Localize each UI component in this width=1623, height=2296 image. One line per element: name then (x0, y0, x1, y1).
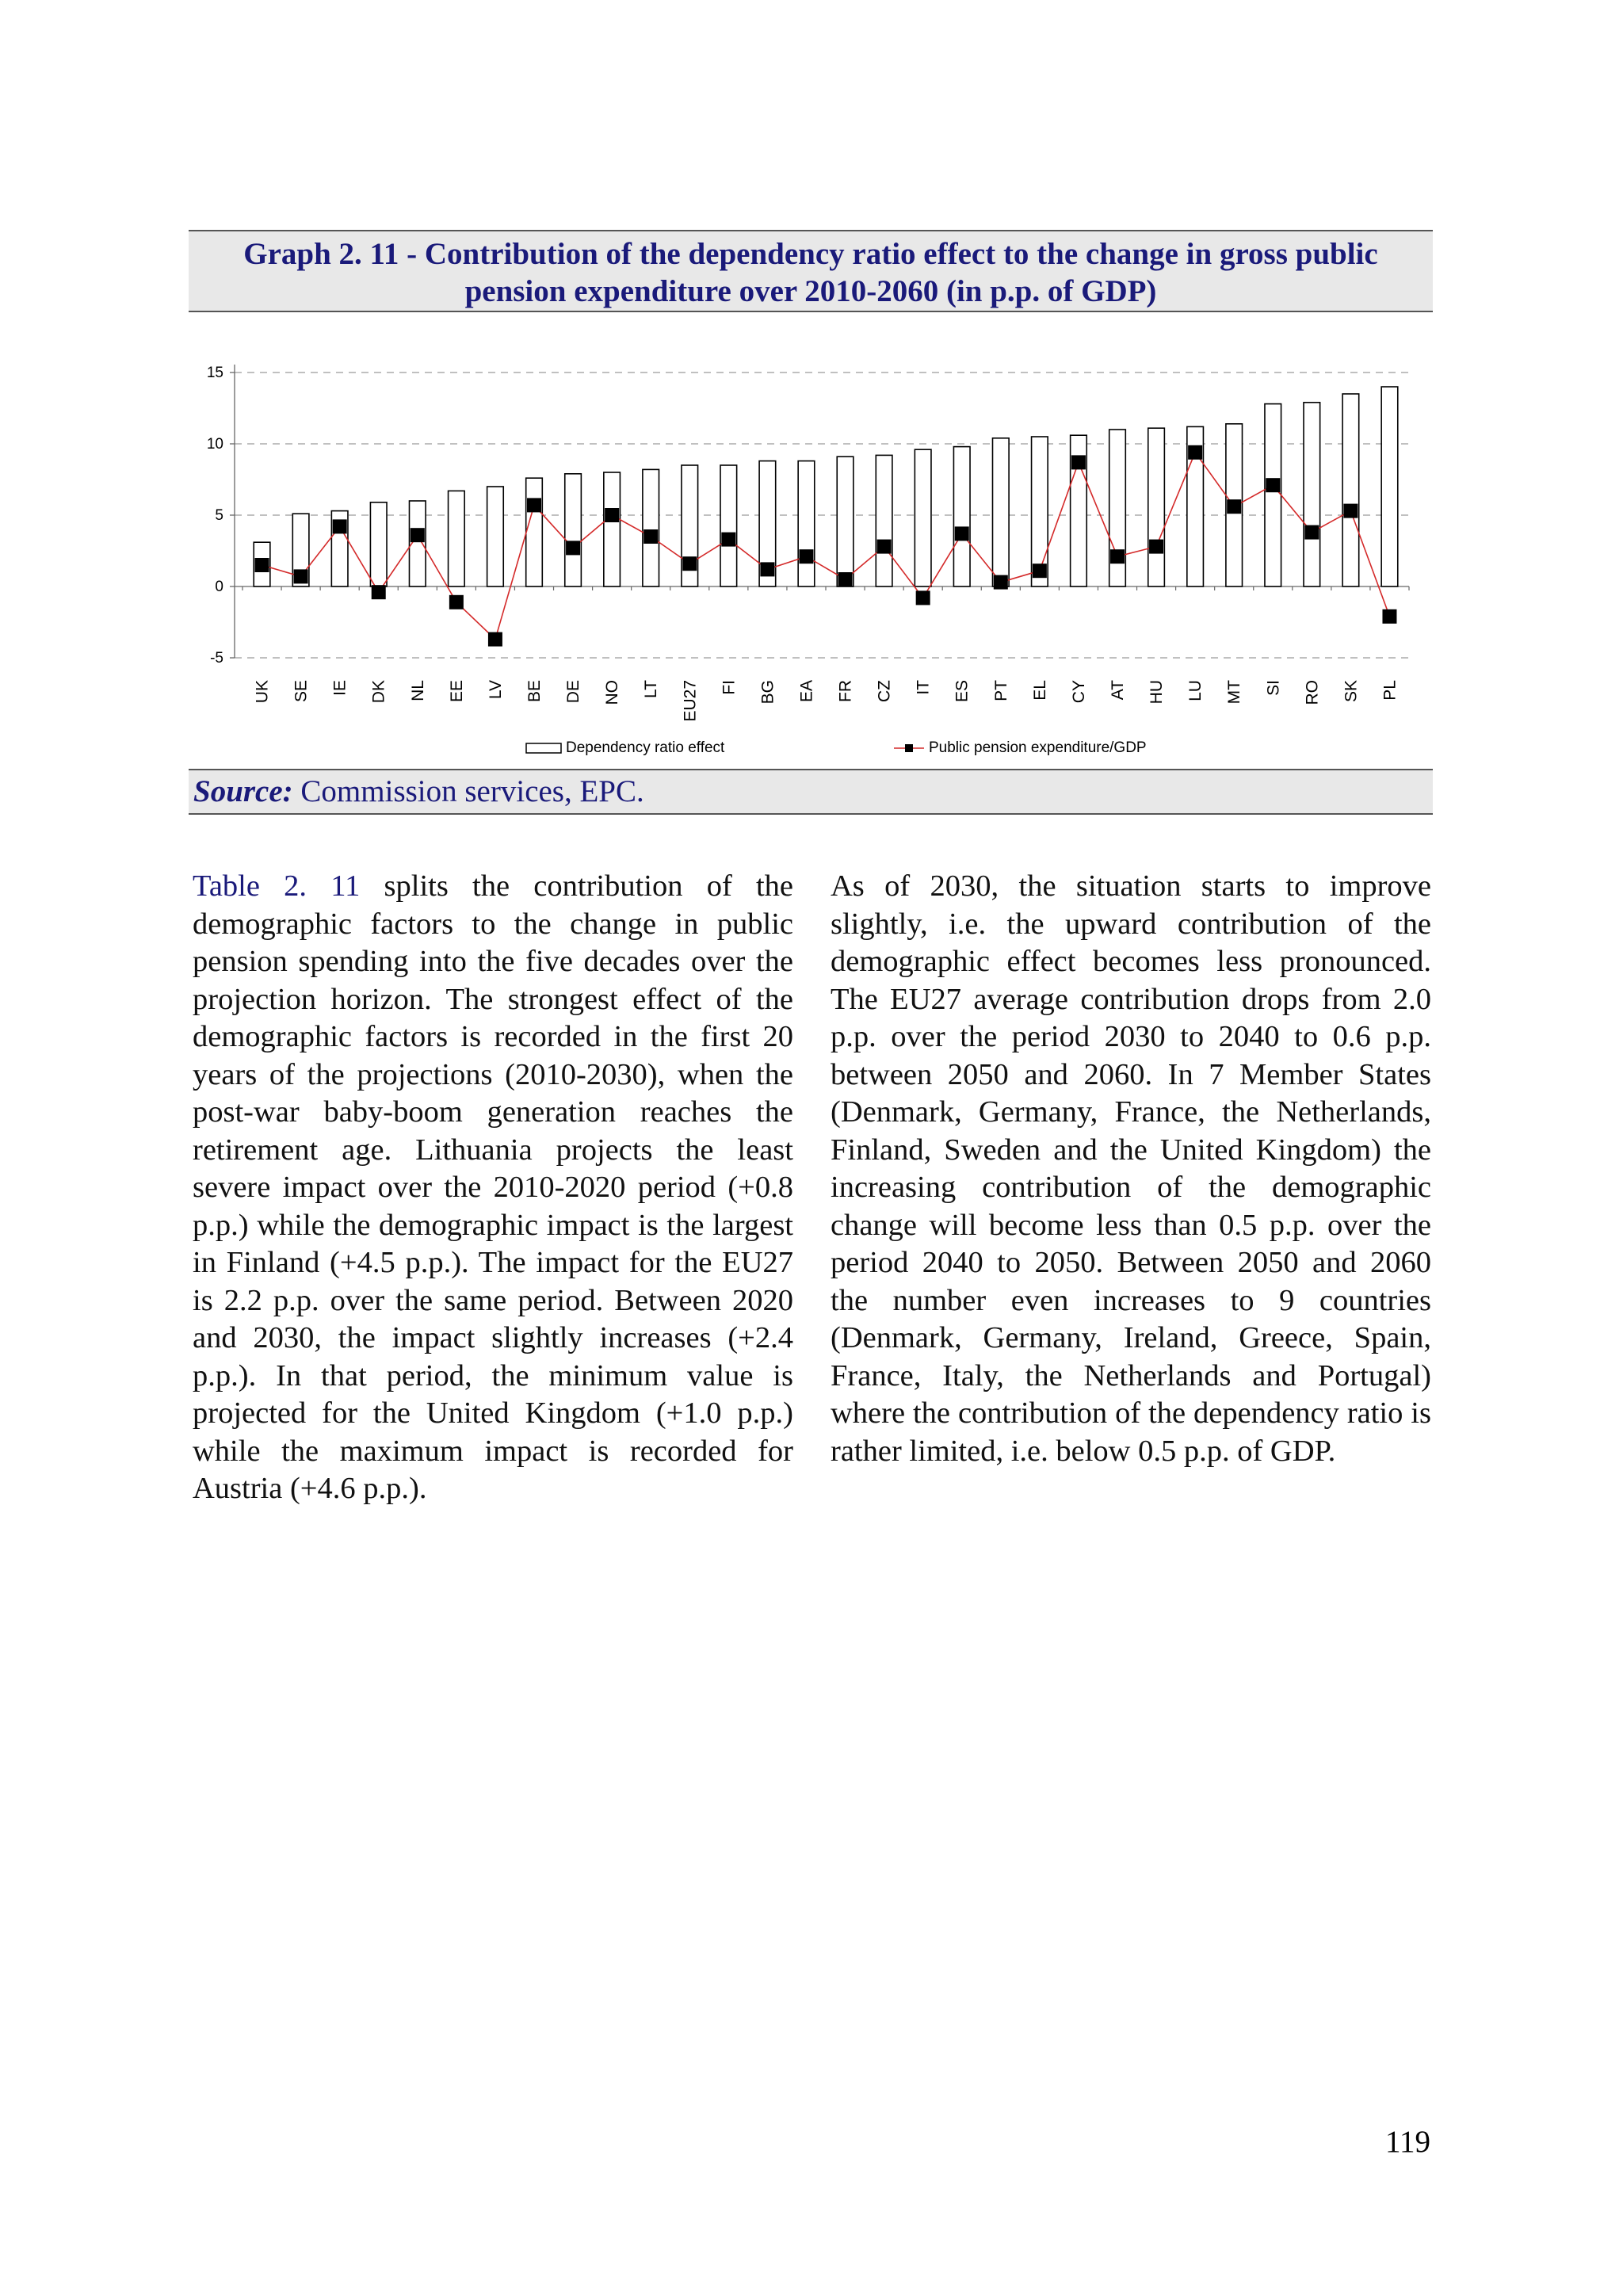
bar-SI (1265, 404, 1281, 586)
marker-BG (760, 562, 774, 576)
x-label-LV: LV (486, 680, 505, 700)
marker-LT (643, 529, 658, 544)
x-label-EE: EE (447, 680, 466, 703)
marker-PT (994, 575, 1008, 590)
x-label-NL: NL (408, 680, 427, 701)
x-label-FI: FI (720, 680, 739, 695)
marker-LU (1188, 445, 1202, 460)
bar-RO (1304, 403, 1320, 586)
marker-FR (838, 572, 853, 586)
marker-NO (605, 508, 619, 522)
bar-SK (1342, 394, 1359, 586)
bar-LV (487, 487, 504, 586)
marker-LV (488, 632, 502, 647)
x-label-DE: DE (564, 680, 583, 704)
source-label: Source: (193, 774, 293, 808)
x-label-BG: BG (758, 680, 777, 705)
graph-title-line-1: Graph 2. 11 - Contribution of the dependency ratio effect to the change in gross public (243, 237, 1378, 271)
marker-FI (721, 533, 735, 547)
marker-UK (255, 558, 269, 572)
x-label-EL: EL (1030, 680, 1049, 701)
y-tick-label: 5 (215, 507, 223, 524)
x-label-DK: DK (369, 680, 388, 704)
bar-FI (720, 465, 737, 586)
graph-title-line-2: pension expenditure over 2010-2060 (in p.p. of GDP) (464, 274, 1157, 308)
y-tick-label: 15 (206, 365, 223, 381)
marker-SE (294, 569, 308, 583)
body-column-left (193, 868, 793, 1508)
table-reference: Table 2. 11 (193, 869, 361, 903)
y-tick-label: 10 (206, 436, 223, 453)
marker-BE (527, 498, 541, 512)
marker-EE (449, 595, 464, 609)
source-text: Commission services, EPC. (300, 774, 644, 808)
x-label-CY: CY (1069, 680, 1088, 704)
x-label-IT: IT (914, 680, 933, 695)
marker-HU (1149, 540, 1163, 554)
body-column-right (831, 868, 1431, 1470)
x-label-PT: PT (991, 680, 1010, 701)
marker-ES (955, 526, 969, 541)
y-tick-label: -5 (210, 650, 223, 667)
x-label-AT: AT (1109, 680, 1127, 701)
pension-expenditure-line (262, 453, 1390, 640)
graph-title (189, 230, 1433, 312)
x-label-SI: SI (1264, 680, 1283, 696)
bar-IT (915, 449, 931, 586)
bar-DK (370, 502, 387, 586)
marker-EL (1033, 563, 1047, 578)
marker-IE (333, 519, 347, 533)
x-label-LU: LU (1186, 680, 1205, 701)
legend-swatch-dependency-ratio (526, 743, 561, 753)
x-label-CZ: CZ (875, 680, 894, 702)
bar-FR (837, 457, 854, 586)
x-label-LT: LT (642, 680, 661, 698)
bar-EA (798, 461, 815, 586)
x-label-ES: ES (953, 680, 972, 703)
bar-CZ (876, 455, 892, 586)
marker-SK (1343, 504, 1358, 518)
marker-CY (1071, 455, 1086, 469)
bar-HU (1148, 428, 1165, 586)
x-label-IE: IE (330, 680, 349, 696)
marker-CZ (877, 540, 892, 554)
x-label-PL: PL (1381, 680, 1400, 701)
x-label-MT: MT (1225, 680, 1244, 705)
x-label-RO: RO (1303, 680, 1322, 705)
marker-AT (1110, 549, 1125, 563)
bar-EE (449, 491, 465, 586)
right-column-text: As of 2030, the situation starts to improve slightly, i.e. the upward contribution of the demographic effect becomes less pronounced. The EU27 average contribution drops from 2.0 p.p. over the period 2030 to 2040 to 0.6 p.p. between 2050 and 2060. In 7 Member States (Denmark, Germany, France, the Netherlands, Finland, Sweden and the United Kingdom) the increasing contribution of the demographic change will become less than 0.5 p.p. over the period 2040 to 2050. Between 2050 and 2060 the number even increases to 9 countries (Denmark, Germany, Ireland, Greece, Spain, France, Italy, the Netherlands and Portugal) where the contribution of the dependency ratio is rather limited, i.e. below 0.5 p.p. of GDP. (831, 869, 1431, 1468)
bar-NO (604, 472, 621, 586)
x-label-EU27: EU27 (681, 680, 700, 722)
x-label-UK: UK (253, 680, 272, 704)
legend-marker-pension-expenditure (905, 744, 913, 752)
dependency-ratio-chart (189, 325, 1433, 765)
marker-SI (1266, 478, 1280, 492)
y-tick-label: 0 (215, 579, 223, 595)
marker-NL (411, 528, 425, 542)
marker-IT (916, 590, 930, 605)
bar-LT (643, 469, 659, 586)
marker-MT (1227, 499, 1241, 514)
x-label-SE: SE (292, 680, 311, 703)
legend-label-pension-expenditure: Public pension expenditure/GDP (929, 739, 1147, 756)
bar-PT (992, 438, 1009, 586)
chart-legend (526, 739, 1147, 756)
marker-DE (566, 541, 580, 555)
bar-BE (526, 478, 543, 586)
legend-label-dependency-ratio: Dependency ratio effect (566, 739, 725, 756)
marker-EU27 (682, 556, 697, 571)
page-number: 119 (1384, 2125, 1430, 2159)
bar-ES (953, 447, 970, 586)
x-label-FR: FR (836, 680, 855, 702)
x-label-SK: SK (1342, 680, 1361, 703)
bar-PL (1381, 387, 1398, 586)
x-label-HU: HU (1148, 680, 1167, 705)
marker-PL (1382, 609, 1396, 624)
marker-RO (1304, 525, 1319, 540)
marker-DK (372, 585, 386, 599)
chart-bars (254, 387, 1398, 586)
x-label-EA: EA (797, 680, 816, 703)
chart-x-tick-labels (254, 680, 1400, 722)
marker-EA (799, 549, 813, 563)
left-column-text: splits the contribution of the demographic factors to the change in public pension spending into the five decades over the projection horizon. The strongest effect of the demographic factors is recorded in the first 20 years of the projections (2010-2030), when the post-war baby-boom generation reaches the retirement age. Lithuania projects the least severe impact over the 2010-2020 period (+0.8 p.p.) while the demographic impact is the largest in Finland (+4.5 p.p.). The impact for the EU27 is 2.2 p.p. over the same period. Between 2020 and 2030, the impact slightly increases (+2.4 p.p.). In that period, the minimum value is projected for the United Kingdom (+1.0 p.p.) while the maximum impact is recorded for Austria (+4.6 p.p.). (193, 869, 794, 1505)
x-label-NO: NO (603, 680, 622, 705)
source-note (189, 769, 1433, 815)
bar-DE (565, 474, 582, 586)
x-label-BE: BE (525, 680, 544, 703)
